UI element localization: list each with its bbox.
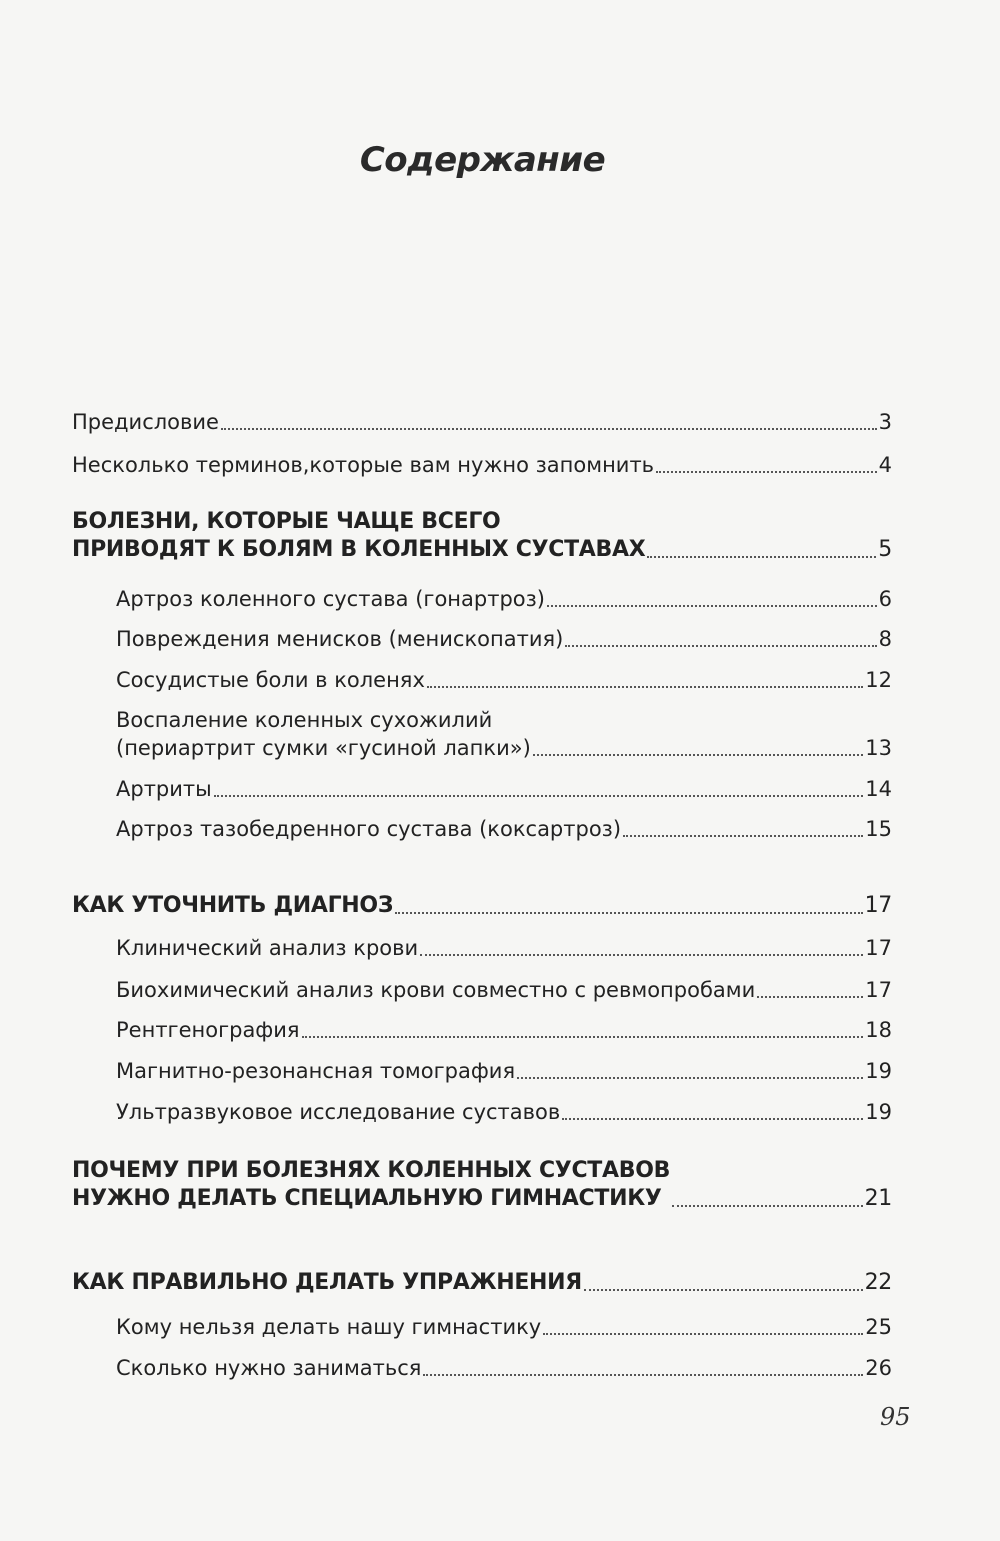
toc-item-page: 14 <box>865 777 892 801</box>
toc-section-page: 22 <box>864 1270 892 1295</box>
toc-item[interactable] <box>116 1057 892 1085</box>
toc-section-title-line: ПРИВОДЯТ К БОЛЯМ В КОЛЕННЫХ СУСТАВАХ <box>72 537 646 562</box>
dot-leader <box>584 1289 863 1291</box>
toc-section-why-gymnastics[interactable] <box>72 1157 892 1213</box>
toc-entry-page: 3 <box>878 410 892 434</box>
toc-item-label: Артроз тазобедренного сустава (коксартроз) <box>116 817 622 841</box>
toc-item-page: 18 <box>865 1018 892 1042</box>
toc-item[interactable] <box>116 1016 892 1044</box>
toc-item-label: Артроз коленного сустава (гонартроз) <box>116 587 546 611</box>
toc-item-page: 25 <box>865 1315 892 1339</box>
toc-item[interactable] <box>116 815 892 843</box>
dot-leader <box>302 1036 864 1038</box>
toc-section-title <box>72 1157 670 1213</box>
toc-item[interactable] <box>116 706 892 762</box>
toc-item-page: 26 <box>865 1356 892 1380</box>
toc-item-label <box>116 706 531 762</box>
toc-item-label: Магнитно-резонансная томография <box>116 1059 516 1083</box>
toc-item-label: Сосудистые боли в коленях <box>116 668 425 692</box>
dot-leader <box>420 954 863 956</box>
toc-item-page: 12 <box>865 668 892 692</box>
toc-section-title-line: БОЛЕЗНИ, КОТОРЫЕ ЧАЩЕ ВСЕГО <box>72 509 501 534</box>
toc-section-how-to-exercise[interactable] <box>72 1269 892 1297</box>
toc-item[interactable] <box>116 1098 892 1126</box>
toc-item-page: 13 <box>865 736 892 760</box>
dot-leader <box>565 645 876 647</box>
toc-item-label: Ультразвуковое исследование суставов <box>116 1100 561 1124</box>
toc-section-page: 17 <box>864 893 892 918</box>
toc-item-page: 8 <box>878 627 892 651</box>
toc-item[interactable] <box>116 775 892 803</box>
toc-item[interactable] <box>116 976 892 1004</box>
toc-entry-preface[interactable] <box>72 408 892 436</box>
dot-leader <box>562 1118 863 1120</box>
toc-item-label: Сколько нужно заниматься <box>116 1356 422 1380</box>
toc-item[interactable] <box>116 666 892 694</box>
toc-section-page: 21 <box>864 1186 892 1211</box>
toc-item-page: 19 <box>865 1100 892 1124</box>
toc-item[interactable] <box>116 934 892 962</box>
dot-leader <box>672 1205 863 1207</box>
page-title: Содержание <box>359 140 606 180</box>
dot-leader <box>533 754 864 756</box>
dot-leader <box>623 835 863 837</box>
toc-item-page: 17 <box>865 978 892 1002</box>
toc-section-page: 5 <box>878 537 892 562</box>
dot-leader <box>757 996 863 998</box>
toc-entry-terms[interactable] <box>72 451 892 479</box>
toc-section-title <box>72 508 645 564</box>
toc-item-page: 6 <box>878 587 892 611</box>
toc-item-label: Кому нельзя делать нашу гимнастику <box>116 1315 542 1339</box>
toc-section-diagnosis[interactable] <box>72 892 892 920</box>
toc-item-label: Клинический анализ крови <box>116 936 419 960</box>
toc-item-label: Повреждения менисков (менископатия) <box>116 627 564 651</box>
toc-item-page: 15 <box>865 817 892 841</box>
toc-entry-page: 4 <box>878 453 892 477</box>
toc-section-title: КАК ПРАВИЛЬНО ДЕЛАТЬ УПРАЖНЕНИЯ <box>72 1270 582 1295</box>
toc-item-page: 17 <box>865 936 892 960</box>
toc-section-title: КАК УТОЧНИТЬ ДИАГНОЗ <box>72 893 394 918</box>
dot-leader <box>543 1333 863 1335</box>
toc-section-title-line: ПОЧЕМУ ПРИ БОЛЕЗНЯХ КОЛЕННЫХ СУСТАВОВ <box>72 1158 671 1183</box>
toc-item[interactable] <box>116 585 892 613</box>
dot-leader <box>647 556 876 558</box>
dot-leader <box>395 912 862 914</box>
dot-leader <box>214 795 864 797</box>
toc-section-title-line: НУЖНО ДЕЛАТЬ СПЕЦИАЛЬНУЮ ГИМНАСТИКУ <box>72 1186 662 1211</box>
toc-item[interactable] <box>116 1313 892 1341</box>
dot-leader <box>517 1077 863 1079</box>
dot-leader <box>427 686 863 688</box>
toc-item-label: Биохимический анализ крови совместно с ревмопробами <box>116 978 756 1002</box>
toc-item-label: Рентгенография <box>116 1018 300 1042</box>
page-number: 95 <box>880 1403 911 1431</box>
dot-leader <box>656 471 877 473</box>
toc-item-page: 19 <box>865 1059 892 1083</box>
dot-leader <box>423 1374 863 1376</box>
toc-section-diseases[interactable] <box>72 508 892 564</box>
dot-leader <box>221 428 877 430</box>
toc-entry-label: Несколько терминов,которые вам нужно запомнить <box>72 453 655 477</box>
toc-item[interactable] <box>116 625 892 653</box>
toc-entry-label: Предисловие <box>72 410 219 434</box>
dot-leader <box>547 605 877 607</box>
toc-item[interactable] <box>116 1354 892 1382</box>
toc-item-label-line: (периартрит сумки «гусиной лапки») <box>116 736 531 760</box>
toc-item-label: Артриты <box>116 777 212 801</box>
toc-item-label-line: Воспаление коленных сухожилий <box>116 708 493 732</box>
